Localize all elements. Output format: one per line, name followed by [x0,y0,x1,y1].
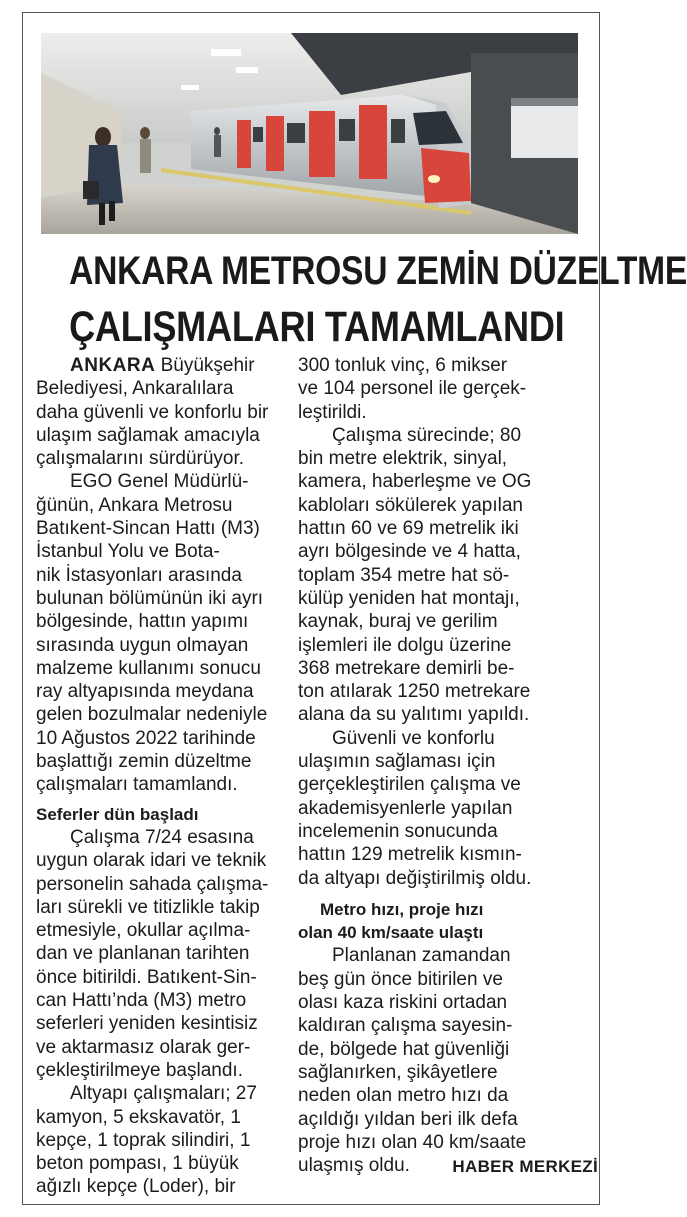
text-line: Çalışma sürecinde; 80 [332,424,522,446]
text-line: Büyükşehir [155,355,255,376]
text-line: ayrı bölgesinde ve 4 hatta, [298,541,521,563]
text-line: Belediyesi, Ankaralılara [36,378,234,400]
text-line: malzeme kullanımı sonucu [36,657,261,679]
metro-train-photo [41,33,578,234]
text-line: ğünün, Ankara Metrosu [36,494,233,516]
headline-line-2: ÇALIŞMALARI TAMAMLANDI [69,303,565,351]
text-line: akademisyenlerle yapılan [298,797,513,819]
text-line: ulaşım sağlamak amacıyla [36,424,260,446]
text-line: can Hattı’nda (M3) metro [36,990,247,1012]
lede-line [36,354,281,377]
text-line: çalışmaları tamamlandı. [36,774,238,796]
text-line: çalışmalarını sürdürüyor. [36,448,245,470]
text-line: 368 metrekare demirli be- [298,657,515,679]
text-line: personelin sahada çalışma- [36,873,269,895]
text-line: sağlanırken, şikâyetlere [298,1061,498,1083]
text-line: dan ve planlanan tarihten [36,943,250,965]
text-line: ray altyapısında meydana [36,681,254,703]
text-line: kaynak, buraj ve gerilim [298,611,498,633]
text-line: neden olan metro hızı da [298,1085,509,1107]
text-line: ları sürekli ve titizlikle takip [36,896,260,918]
text-line: kamyon, 5 ekskavatör, 1 [36,1106,241,1128]
text-line: kamera, haberleşme ve OG [298,471,532,493]
subheading-seferler: Seferler dün başladı [36,804,199,824]
lede-dateline: ANKARA [70,355,156,376]
article-right-column [298,354,560,1177]
text-line: Altyapı çalışmaları; 27 [70,1083,257,1105]
text-line: ve aktarmasız olarak ger- [36,1036,251,1058]
text-line: gerçekleştirilen çalışma ve [298,774,521,796]
text-line: külüp yeniden hat montajı, [298,587,520,609]
text-line: bin metre elektrik, sinyal, [298,448,508,470]
text-line: beton pompası, 1 büyük [36,1153,239,1175]
text-line: seferleri yeniden kesintisiz [36,1013,258,1035]
text-line: İstanbul Yolu ve Bota- [36,541,220,563]
article-left-column [36,354,281,1199]
text-line: kabloları sökülerek yapılan [298,494,523,516]
text-line: da altyapı değiştirilmiş oldu. [298,867,532,889]
headline-line-1: ANKARA METROSU ZEMİN DÜZELTME [69,249,687,293]
text-line: ton atılarak 1250 metrekare [298,681,531,703]
subheading-metro-hizi-1: Metro hızı, proje hızı [320,899,484,919]
text-line: uygun olarak idari ve teknik [36,850,267,872]
text-line: 300 tonluk vinç, 6 mikser [298,355,508,376]
text-line: kaldıran çalışma sayesin- [298,1015,513,1037]
text-line: etmesiyle, okullar açılma- [36,920,251,942]
text-line: gelen bozulmalar nedeniyle [36,704,268,726]
text-line: işlemleri ile dolgu üzerine [298,634,512,656]
text-line: ulaşımın sağlaması için [298,751,496,773]
text-line: alana da su yalıtımı yapıldı. [298,704,530,726]
text-line: toplam 354 metre hat sö- [298,564,510,586]
text-line: de, bölgede hat güvenliği [298,1038,510,1060]
text-line: proje hızı olan 40 km/saate [298,1131,527,1153]
text-line: sırasında uygun olmayan [36,634,249,656]
text-line: ağızlı kepçe (Loder), bir [36,1176,236,1198]
text-line: ve 104 personel ile gerçek- [298,378,527,400]
text-line: önce bitirildi. Batıkent-Sin- [36,966,257,988]
text-line: açıldığı yıldan beri ilk defa [298,1108,518,1130]
text-line: başlattığı zemin düzeltme [36,751,252,773]
text-line: ulaşmış oldu. [298,1155,410,1177]
text-line: Güvenli ve konforlu [332,727,495,749]
subheading-metro-hizi-2: olan 40 km/saate ulaştı [298,923,484,943]
text-line: daha güvenli ve konforlu bir [36,401,269,423]
text-line: leştirildi. [298,401,367,423]
text-line: Çalışma 7/24 esasına [70,826,254,848]
text-line: bulunan bölümünün iki ayrı [36,587,264,609]
text-line: EGO Genel Müdürlü- [70,471,249,493]
text-line: 10 Ağustos 2022 tarihinde [36,727,256,749]
text-line: Planlanan zamandan [332,945,511,967]
text-line: beş gün önce bitirilen ve [298,968,503,990]
text-line: hattın 129 metrelik kısmın- [298,844,522,866]
text-line: çekleştirilmeye başlandı. [36,1059,243,1081]
text-line: Batıkent-Sincan Hattı (M3) [36,518,260,540]
byline: HABER MERKEZİ [452,1157,598,1176]
text-line: olası kaza riskini ortadan [298,992,508,1014]
text-line: bölgesinde, hattın yapımı [36,611,249,633]
text-line: nik İstasyonları arasında [36,564,242,586]
text-line: hattın 60 ve 69 metrelik iki [298,518,519,540]
text-line: incelemenin sonucunda [298,820,498,842]
text-line: kepçe, 1 toprak silindiri, 1 [36,1129,251,1151]
